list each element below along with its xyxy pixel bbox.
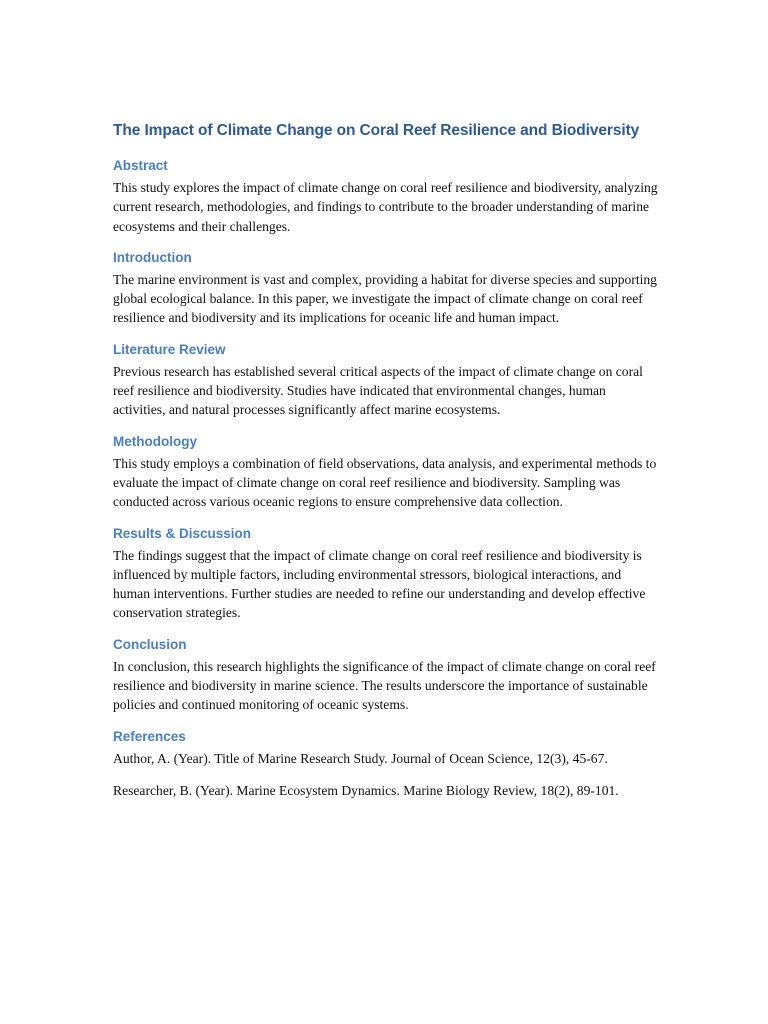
section-abstract <box>113 157 661 236</box>
section-body: In conclusion, this research highlights the significance of the impact of climate change on coral reef resilience and biodiversity in marine science. The results underscore the importance of sustainable policies and continued monitoring of oceanic systems. <box>113 658 656 713</box>
section-introduction <box>113 249 661 328</box>
section-heading: Literature Review <box>113 341 226 357</box>
section-heading: Introduction <box>113 249 192 265</box>
reference-item: Researcher, B. (Year). Marine Ecosystem Dynamics. Marine Biology Review, 18(2), 89-101. <box>113 782 619 798</box>
section-body: This study employs a combination of field observations, data analysis, and experimental methods to evaluate the impact of climate change on coral reef resilience and biodiversity. Sampling was conducted across various oceanic regions to ensure comprehensive data collection. <box>113 455 657 510</box>
reference-item: Author, A. (Year). Title of Marine Research Study. Journal of Ocean Science, 12(3), 45-67. <box>113 750 608 766</box>
section-methodology <box>113 433 661 512</box>
section-literature-review <box>113 341 661 420</box>
section-references <box>113 728 661 801</box>
paper-title: The Impact of Climate Change on Coral Reef Resilience and Biodiversity <box>113 122 640 139</box>
section-heading: Methodology <box>113 433 197 449</box>
paper-page <box>113 122 661 813</box>
section-body: This study explores the impact of climate change on coral reef resilience and biodiversity, analyzing current research, methodologies, and findings to contribute to the broader understanding of marine ecosystems and their challenges. <box>113 180 658 234</box>
section-heading: Results & Discussion <box>113 525 252 541</box>
section-body: The findings suggest that the impact of climate change on coral reef resilience and biodiversity is influenced by multiple factors, including environmental stressors, biological interactions, and human interventions. Further studies are needed to refine our understanding and develop effective conservation strategies. <box>113 547 646 621</box>
section-body: Previous research has established several critical aspects of the impact of climate change on coral reef resilience and biodiversity. Studies have indicated that environmental changes, human activities, and natural processes significantly affect marine ecosystems. <box>113 363 643 418</box>
section-results-discussion <box>113 525 661 623</box>
section-heading: References <box>113 728 186 744</box>
section-conclusion <box>113 636 661 715</box>
section-body: The marine environment is vast and complex, providing a habitat for diverse species and supporting global ecological balance. In this paper, we investigate the impact of climate change on coral reef resilience and biodiversity and its implications for oceanic life and human impact. <box>113 271 657 326</box>
section-heading: Conclusion <box>113 636 187 652</box>
section-heading: Abstract <box>113 158 168 173</box>
